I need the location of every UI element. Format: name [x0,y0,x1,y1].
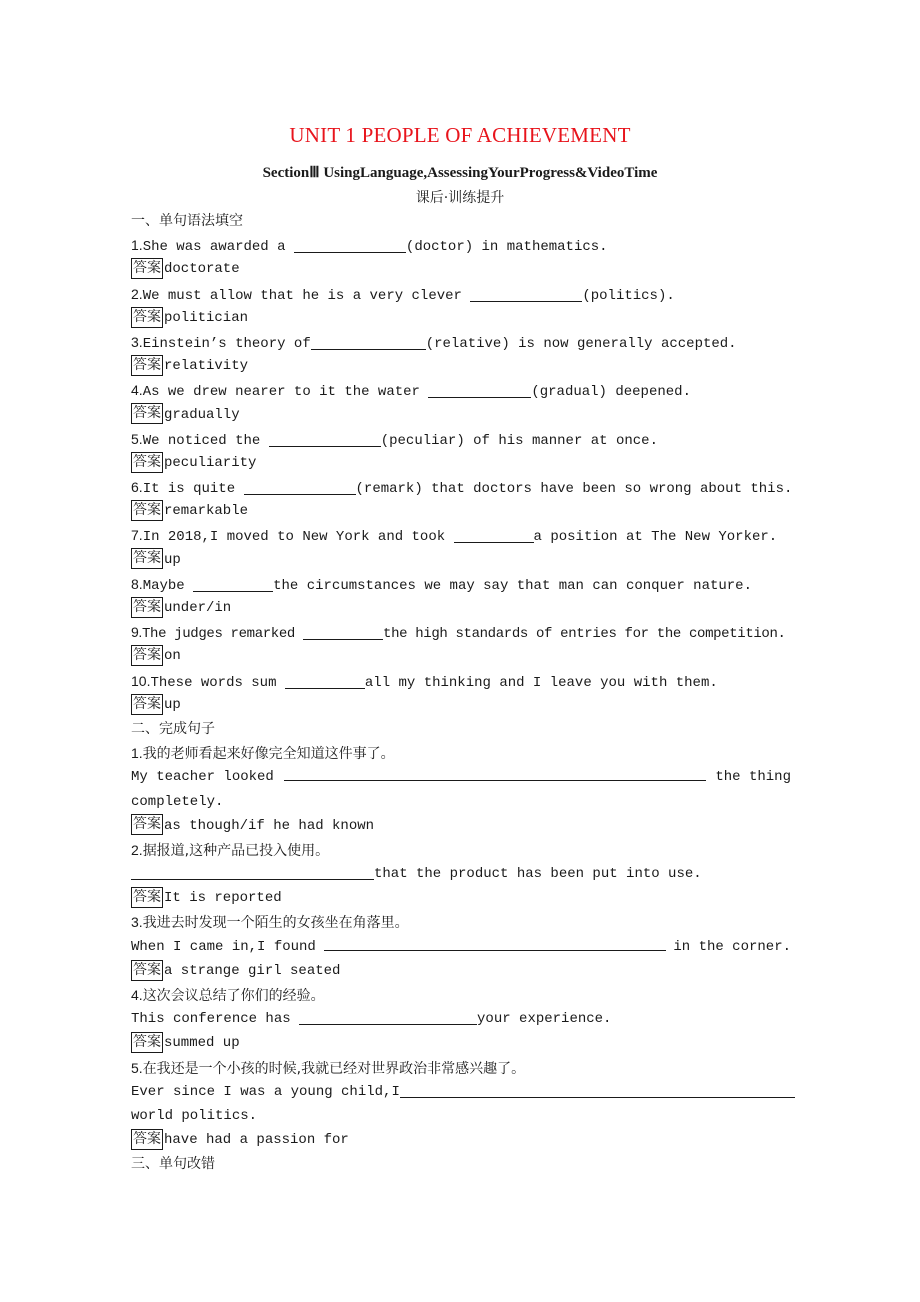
answer-tag: 答案 [131,307,163,328]
answer-5: 答案 peculiarity [133,453,257,471]
answer-4: 答案 gradually [133,405,240,423]
answer-3: 答案 relativity [133,356,249,375]
answer-tag: 答案 [131,597,163,618]
question-6: 6.It is quite (remark) that doctors have been so wrong about this. [131,479,793,498]
sentence-5-chinese: 5.在我还是一个小孩的时候,我就已经对世界政治非常感兴趣了。 [131,1059,526,1077]
sentence-5-english: Ever since I was a young child,I [131,1080,791,1104]
worksheet-content [131,209,791,1177]
sentence-answer-1: 答案 as though/if he had known [133,816,375,834]
answer-blank[interactable] [303,624,383,640]
part2-heading: 二、完成句子 [131,720,215,737]
sentence-answer-3: 答案 a strange girl seated [133,961,341,979]
question-4: 4.As we drew nearer to it the water (gradual) deepened. [131,382,691,401]
sentence-4-chinese: 4.这次会议总结了你们的经验。 [131,987,325,1004]
question-8: 8.Maybe the circumstances we may say that man can conquer nature. [131,575,752,594]
question-9: 9.The judges remarked the high standards of entries for the competition. [131,624,786,643]
answer-tag: 答案 [131,1032,163,1053]
sentence-2-chinese: 2.据报道,这种产品已投入使用。 [131,841,330,859]
answer-tag: 答案 [131,452,163,473]
answer-blank[interactable] [285,673,365,689]
answer-tag: 答案 [131,960,163,981]
answer-6: 答案 remarkable [133,502,249,520]
unit-title: UNIT 1 PEOPLE OF ACHIEVEMENT [289,123,631,147]
answer-9: 答案 on [133,647,181,665]
answer-tag: 答案 [131,1129,163,1150]
answer-tag: 答案 [131,500,163,521]
answer-blank[interactable] [470,286,582,302]
answer-blank[interactable] [269,431,381,447]
answer-blank[interactable] [428,382,531,398]
subsection-title: 课后·训练提升 [415,190,505,206]
question-2: 2.We must allow that he is a very clever (politics). [131,285,675,304]
question-10: 10.These words sum all my thinking and I leave you with them. [131,672,718,691]
answer-blank[interactable] [311,334,426,350]
question-7: 7.In 2018,I moved to New York and took a position at The New Yorker. [131,527,778,546]
answer-blank[interactable] [284,765,706,781]
answer-tag: 答案 [131,814,163,835]
answer-1: 答案 doctorate [133,260,240,278]
answer-tag: 答案 [131,645,163,666]
sentence-1-chinese: 1.我的老师看起来好像完全知道这件事了。 [131,745,395,763]
section-title: SectionⅢ UsingLanguage,AssessingYourProgress&VideoTime [262,165,658,181]
question-3: 3.Einstein’s theory of (relative) is now generally accepted. [131,333,737,352]
sentence-answer-4: 答案 summed up [133,1034,240,1052]
sentence-1-english: My teacher looked the thing [131,765,791,789]
answer-2: 答案 politician [133,308,249,326]
sentence-answer-5: 答案 have had a passion for [133,1130,349,1149]
answer-10: 答案 up [133,695,181,713]
answer-blank[interactable] [400,1082,795,1098]
sentence-2-english: that the product has been put into use. [131,862,791,886]
answer-blank[interactable] [193,576,273,592]
answer-blank[interactable] [131,864,374,880]
part1-heading: 一、单句语法填空 [131,213,243,229]
answer-8: 答案 under/in [133,598,232,616]
sentence-3-chinese: 3.我进去时发现一个陌生的女孩坐在角落里。 [131,914,409,932]
answer-tag: 答案 [131,403,163,424]
answer-blank[interactable] [324,935,666,951]
answer-tag: 答案 [131,258,163,279]
answer-blank[interactable] [294,237,406,253]
answer-blank[interactable] [244,479,356,495]
sentence-answer-2: 答案 It is reported [133,889,282,907]
answer-tag: 答案 [131,355,163,376]
answer-tag: 答案 [131,548,163,569]
sentence-3-english: When I came in,I found in the corner. [131,935,791,959]
answer-tag: 答案 [131,887,163,908]
sentence-4-english: This conference has your experience. [131,1011,612,1028]
part3-heading: 三、单句改错 [131,1156,215,1173]
answer-blank[interactable] [454,527,534,543]
answer-7: 答案 up [133,550,181,568]
answer-tag: 答案 [131,694,163,715]
sentence-5-continued: world politics. [131,1107,258,1124]
answer-blank[interactable] [299,1009,477,1025]
question-5: 5.We noticed the (peculiar) of his manner at once. [131,430,658,449]
sentence-1-continued: completely. [131,793,224,810]
question-1: 1.She was awarded a (doctor) in mathematics. [131,237,608,256]
